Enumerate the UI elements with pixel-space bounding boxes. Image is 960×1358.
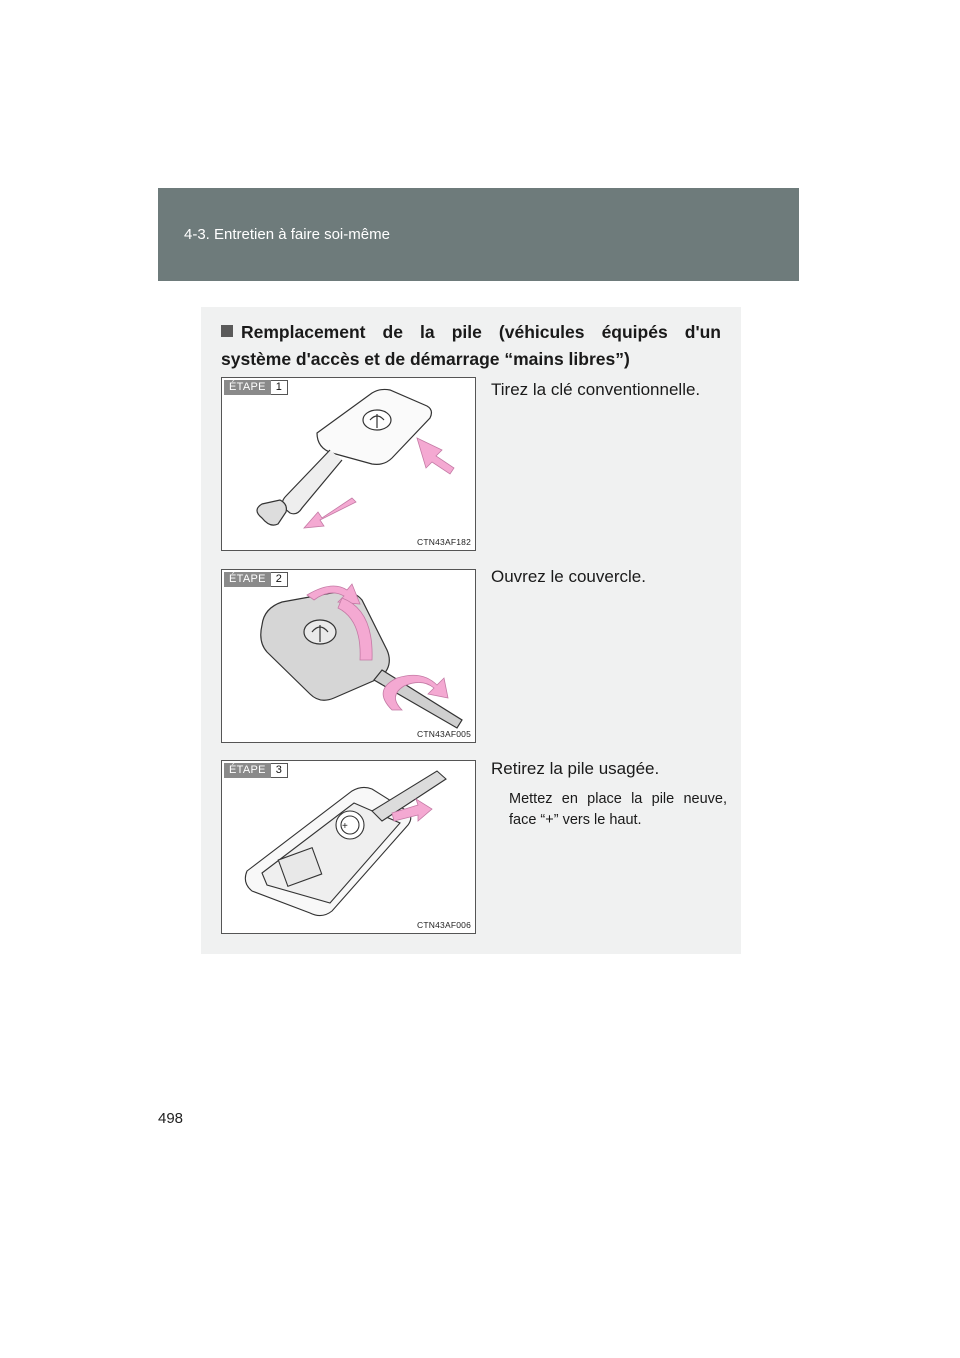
step-badge: [224, 380, 288, 395]
step-number: 1: [271, 380, 288, 395]
instruction-panel: [201, 307, 741, 954]
step-number: 2: [271, 572, 288, 587]
svg-text:+: +: [342, 821, 348, 832]
step-3-note: Mettez en place la pile neuve, face “+” vers le haut.: [509, 791, 727, 828]
step-badge: [224, 572, 288, 587]
step-label: ÉTAPE: [224, 380, 271, 395]
section-heading-text: Remplacement de la pile (véhicules équipés d'un système d'accès et de démarrage “mains libres”): [221, 322, 721, 369]
square-bullet-icon: [221, 325, 233, 337]
header-title: 4-3. Entretien à faire soi-même: [184, 226, 390, 243]
step-badge: [224, 763, 288, 778]
figure-code: CTN43AF182: [417, 537, 471, 547]
step-1-illustration: [221, 377, 476, 551]
figure-code: CTN43AF005: [417, 729, 471, 739]
open-cover-illustration: [222, 570, 475, 742]
step-number: 3: [271, 763, 288, 778]
remove-battery-illustration: [222, 761, 475, 933]
step-2-illustration: [221, 569, 476, 743]
page-number: 498: [158, 1110, 184, 1127]
step-3-illustration: [221, 760, 476, 934]
section-heading: [221, 319, 721, 373]
figure-code: CTN43AF006: [417, 920, 471, 930]
key-pull-illustration: [222, 378, 475, 550]
step-3-text: Retirez la pile usagée.: [491, 759, 660, 778]
step-2-text: Ouvrez le couvercle.: [491, 567, 646, 586]
step-label: ÉTAPE: [224, 572, 271, 587]
header-bar: [158, 188, 799, 281]
step-label: ÉTAPE: [224, 763, 271, 778]
step-1-text: Tirez la clé conventionnelle.: [491, 380, 701, 399]
